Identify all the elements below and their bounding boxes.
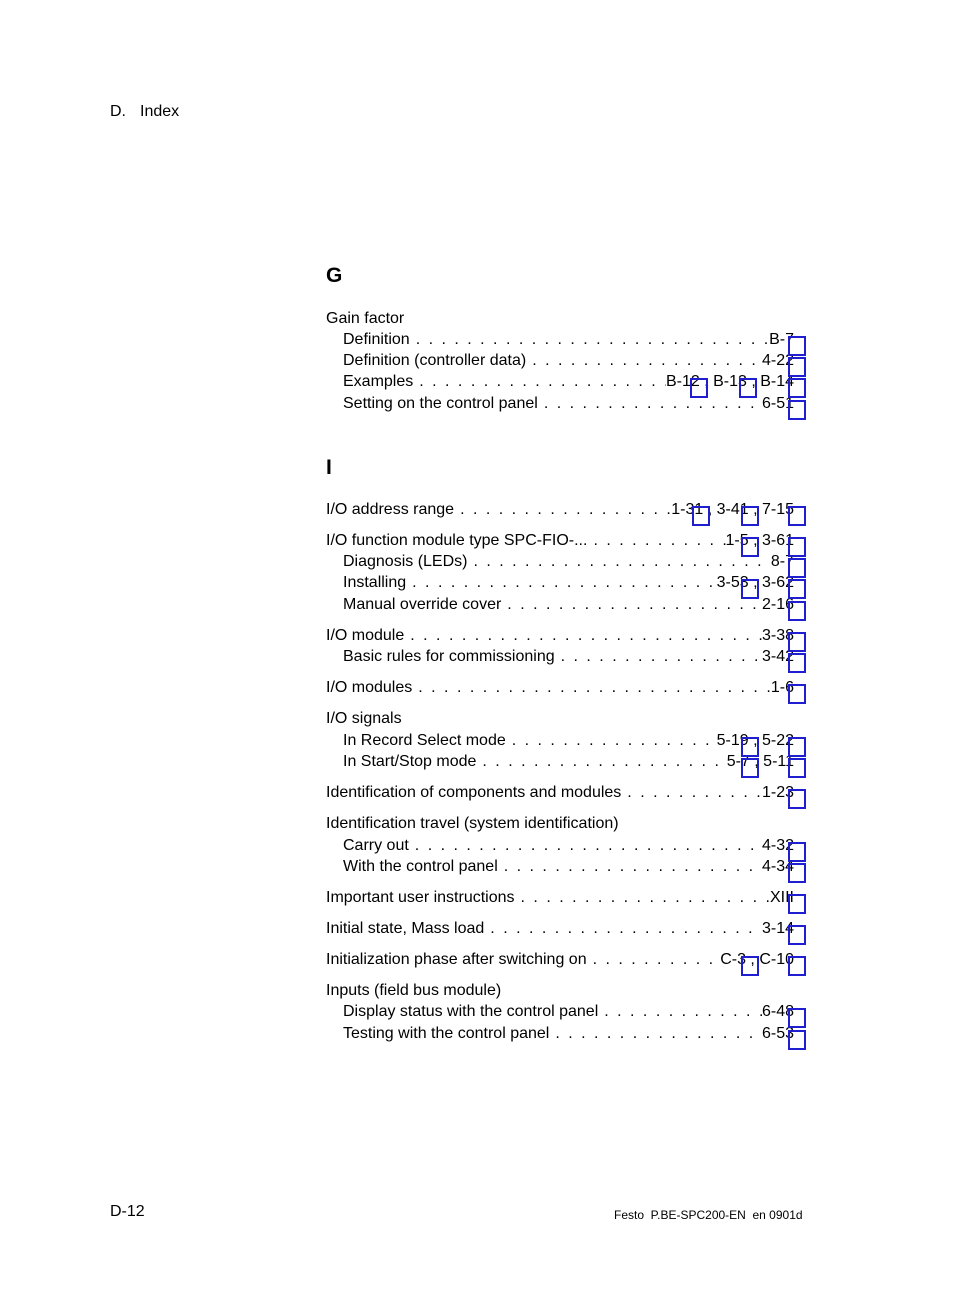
- page-link[interactable]: [692, 506, 710, 526]
- index-subentry: [343, 350, 794, 372]
- page-link[interactable]: [788, 737, 806, 757]
- leader-dots: [506, 730, 717, 752]
- page-link[interactable]: [690, 378, 708, 398]
- document-reference: Festo P.BE-SPC200-EN en 0901d: [614, 1208, 803, 1222]
- index-subentry: [343, 551, 794, 573]
- page-link[interactable]: [741, 956, 759, 976]
- entry-pages: 1-5 , 3-61: [725, 532, 794, 549]
- index-entry: [326, 530, 794, 552]
- entry-term: Inputs (field bus module): [326, 982, 502, 999]
- page-link[interactable]: [739, 378, 757, 398]
- entry-term: In Record Select mode: [343, 732, 506, 749]
- page-link[interactable]: [788, 336, 806, 356]
- leader-dots: [621, 782, 762, 804]
- page-link[interactable]: [788, 925, 806, 945]
- page-link[interactable]: [788, 378, 806, 398]
- index-entry: [326, 625, 794, 647]
- index-subentry: [343, 393, 794, 415]
- leader-dots: [587, 949, 721, 971]
- leader-dots: [555, 646, 762, 668]
- leader-dots: [406, 572, 716, 594]
- page-link[interactable]: [788, 537, 806, 557]
- entry-pages: 4-32: [761, 837, 794, 854]
- entry-pages: 3-14: [761, 920, 794, 937]
- index-entry: [326, 887, 794, 909]
- page-link[interactable]: [788, 506, 806, 526]
- index-entry: [326, 918, 794, 940]
- leader-dots: [526, 350, 762, 372]
- page-link[interactable]: [788, 758, 806, 778]
- entry-term: Basic rules for commissioning: [343, 648, 555, 665]
- page-link[interactable]: [788, 601, 806, 621]
- page-link[interactable]: [788, 400, 806, 420]
- entry-term: Gain factor: [326, 310, 405, 327]
- index-subentry: [343, 730, 794, 752]
- entry-term: Important user instructions: [326, 889, 515, 906]
- entry-term: I/O address range: [326, 501, 455, 518]
- index-entry: [326, 782, 794, 804]
- page-link[interactable]: [741, 537, 759, 557]
- leader-dots: [413, 371, 666, 393]
- index-entry: [326, 949, 794, 971]
- leader-dots: [501, 594, 762, 616]
- entry-pages: 4-34: [761, 858, 794, 875]
- entry-term: Carry out: [343, 837, 409, 854]
- page-link[interactable]: [788, 863, 806, 883]
- entry-pages: 1-31 , 3-41 , 7-15: [671, 501, 794, 518]
- page-link[interactable]: [788, 357, 806, 377]
- index-subentry: [343, 329, 794, 351]
- page-number: D-12: [110, 1203, 145, 1220]
- page-link[interactable]: [788, 1030, 806, 1050]
- entry-term: Initial state, Mass load: [326, 920, 485, 937]
- leader-dots: [476, 751, 726, 773]
- page-link[interactable]: [788, 579, 806, 599]
- letter-heading-g: G: [326, 264, 343, 287]
- index-subentry: [343, 835, 794, 857]
- entry-term: Testing with the control panel: [343, 1025, 550, 1042]
- entry-pages: 3-42: [761, 648, 794, 665]
- entry-pages: B-12 , B-13 , B-14: [665, 373, 794, 390]
- leader-dots: [454, 499, 671, 521]
- index-entry: [326, 308, 794, 330]
- index-subentry: [343, 646, 794, 668]
- page-link[interactable]: [788, 653, 806, 673]
- page-link[interactable]: [741, 579, 759, 599]
- entry-pages: 6-53: [761, 1025, 794, 1042]
- entry-term: Examples: [343, 373, 414, 390]
- index-subentry: [343, 1001, 794, 1023]
- entry-pages: 3-38: [761, 627, 794, 644]
- leader-dots: [549, 1023, 762, 1045]
- leader-dots: [498, 856, 762, 878]
- entry-term: In Start/Stop mode: [343, 753, 477, 770]
- entry-term: Identification of components and modules: [326, 784, 622, 801]
- leader-dots: [409, 835, 762, 857]
- entry-pages: 1-6: [770, 679, 794, 696]
- header-section: D.: [110, 103, 126, 120]
- leader-dots: [467, 551, 770, 573]
- entry-term: Initialization phase after switching on: [326, 951, 587, 968]
- entry-term: Definition (controller data): [343, 352, 527, 369]
- page-link[interactable]: [741, 737, 759, 757]
- entry-term: Manual override cover: [343, 596, 502, 613]
- entry-term: Display status with the control panel: [343, 1003, 599, 1020]
- leader-dots: [515, 887, 770, 909]
- entry-pages: 8-7: [770, 553, 794, 570]
- page-link[interactable]: [788, 684, 806, 704]
- running-header: [110, 103, 179, 121]
- page-link[interactable]: [788, 894, 806, 914]
- page-link[interactable]: [788, 789, 806, 809]
- index-entry: [326, 677, 794, 699]
- leader-dots: [412, 677, 771, 699]
- page-link[interactable]: [788, 956, 806, 976]
- entry-pages: B-7: [769, 331, 794, 348]
- entry-pages: XIII: [769, 889, 794, 906]
- index-entry: [326, 499, 794, 521]
- index-subentry: [343, 1023, 794, 1045]
- leader-dots: [404, 625, 762, 647]
- entry-term: Installing: [343, 574, 407, 591]
- entry-term: I/O module: [326, 627, 405, 644]
- entry-term: With the control panel: [343, 858, 498, 875]
- entry-term: Definition: [343, 331, 410, 348]
- index-entry: [326, 980, 794, 1002]
- leader-dots: [484, 918, 762, 940]
- index-subentry: [343, 751, 794, 773]
- entry-pages: 6-48: [761, 1003, 794, 1020]
- entry-pages: 5-19 , 5-22: [716, 732, 794, 749]
- index-entry: [326, 708, 794, 730]
- index-entry: [326, 813, 794, 835]
- entry-pages: 4-22: [761, 352, 794, 369]
- index-subentry: [343, 594, 794, 616]
- page-link[interactable]: [788, 632, 806, 652]
- page-link[interactable]: [788, 842, 806, 862]
- entry-term: I/O function module type SPC-FIO-...: [326, 532, 588, 549]
- entry-pages: 1-23: [761, 784, 794, 801]
- leader-dots: [587, 530, 725, 552]
- page-link[interactable]: [788, 558, 806, 578]
- entry-pages: 2-16: [761, 596, 794, 613]
- entry-term: Setting on the control panel: [343, 395, 538, 412]
- page-link[interactable]: [788, 1008, 806, 1028]
- entry-pages: 3-53 , 3-62: [716, 574, 794, 591]
- index-subentry: [343, 856, 794, 878]
- header-title: Index: [140, 103, 180, 120]
- leader-dots: [410, 329, 769, 351]
- leader-dots: [598, 1001, 762, 1023]
- leader-dots: [538, 393, 762, 415]
- entry-term: Identification travel (system identification): [326, 815, 619, 832]
- page-link[interactable]: [741, 758, 759, 778]
- entry-pages: 6-51: [761, 395, 794, 412]
- entry-pages: C-3 , C-10: [720, 951, 794, 968]
- letter-heading-i: I: [326, 456, 332, 479]
- index-subentry: [343, 371, 794, 393]
- entry-term: I/O signals: [326, 710, 402, 727]
- page-link[interactable]: [741, 506, 759, 526]
- entry-term: Diagnosis (LEDs): [343, 553, 468, 570]
- index-subentry: [343, 572, 794, 594]
- entry-pages: 5-7 , 5-11: [726, 753, 794, 770]
- entry-term: I/O modules: [326, 679, 413, 696]
